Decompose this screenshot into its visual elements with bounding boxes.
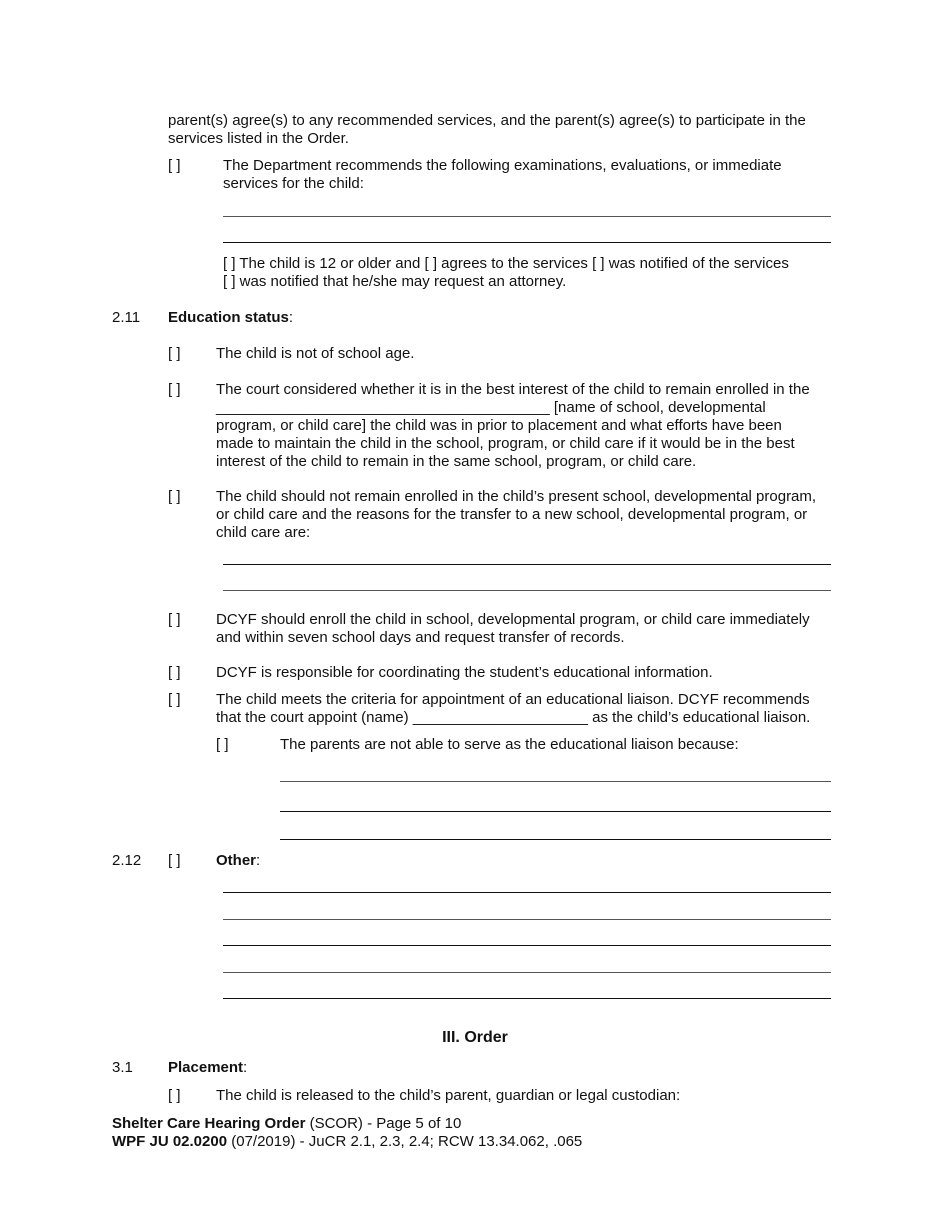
item-not-remain	[216, 488, 816, 542]
child-services-line-2: [ ] was notified that he/she may request an attorney.	[223, 273, 567, 290]
best-interest-line-4: made to maintain the child in the school, program, or child care if it would be in the best	[216, 435, 795, 452]
checkbox-best-interest[interactable]: [ ]	[168, 381, 181, 398]
placement-heading-text: Placement	[168, 1059, 244, 1076]
item-released: The child is released to the child’s parent, guardian or legal custodian:	[216, 1087, 681, 1104]
enroll-line-1: DCYF should enroll the child in school, developmental program, or child care immediately	[216, 611, 810, 628]
other-line-2[interactable]	[223, 919, 831, 920]
checkbox-not-remain[interactable]: [ ]	[168, 488, 181, 505]
education-heading-colon: :	[288, 309, 294, 326]
section-number-3-1: 3.1	[112, 1059, 133, 1076]
footer-form-name	[112, 1115, 582, 1133]
item-liaison	[216, 691, 810, 727]
liaison-line-1: The child meets the criteria for appointment of an educational liaison. DCYF recommends	[216, 691, 810, 708]
item-not-school-age: The child is not of school age.	[216, 345, 415, 362]
item-best-interest	[216, 381, 810, 471]
dept-text	[223, 157, 782, 193]
item-coordinating: DCYF is responsible for coordinating the student’s educational information.	[216, 664, 713, 681]
placement-heading-colon: :	[243, 1059, 248, 1076]
other-line-3[interactable]	[223, 945, 831, 946]
footer	[112, 1115, 582, 1151]
section-heading-placement	[168, 1059, 247, 1077]
best-interest-line-3: program, or child care] the child was in prior to placement and what efforts have been	[216, 417, 782, 434]
dept-line-2: services for the child:	[223, 175, 364, 192]
checkbox-liaison[interactable]: [ ]	[168, 691, 181, 708]
item-parents-unable: The parents are not able to serve as the educational liaison because:	[280, 736, 739, 753]
other-line-4[interactable]	[223, 972, 831, 973]
footer-citation: (07/2019) - JuCR 2.1, 2.3, 2.4; RCW 13.34.062, .065	[227, 1133, 583, 1150]
not-remain-line-1: The child should not remain enrolled in the child’s present school, developmental program,	[216, 488, 817, 505]
parents-reason-line-3[interactable]	[280, 839, 831, 840]
footer-form-id-line	[112, 1133, 582, 1151]
order-title: III. Order	[442, 1029, 508, 1046]
section-heading-education	[168, 309, 293, 327]
checkbox-coordinating[interactable]: [ ]	[168, 664, 181, 681]
section-number-2-11: 2.11	[112, 309, 141, 326]
section-heading-other	[216, 852, 260, 870]
footer-page-info: (SCOR) - Page 5 of 10	[305, 1115, 462, 1132]
not-remain-line-2: or child care and the reasons for the transfer to a new school, developmental program, or	[216, 506, 808, 523]
best-interest-line-5: interest of the child to remain in the same school, program, or child care.	[216, 453, 697, 470]
section-number-2-12: 2.12	[112, 852, 142, 869]
checkbox-dept[interactable]: [ ]	[168, 157, 181, 174]
intro-line-2: services listed in the Order.	[168, 130, 349, 147]
checkbox-other[interactable]: [ ]	[168, 852, 181, 869]
item-enroll	[216, 611, 810, 647]
transfer-reason-line-1[interactable]	[223, 564, 831, 565]
checkbox-parents-unable[interactable]: [ ]	[216, 736, 229, 753]
checkbox-released[interactable]: [ ]	[168, 1087, 181, 1104]
intro-line-1: parent(s) agree(s) to any recommended services, and the parent(s) agree(s) to participate in the	[168, 112, 806, 129]
other-line-5[interactable]	[223, 998, 831, 999]
other-heading-text: Other	[216, 852, 257, 869]
not-remain-line-3: child care are:	[216, 524, 311, 541]
dept-fill-line-2[interactable]	[223, 242, 831, 243]
parents-reason-line-1[interactable]	[280, 781, 831, 782]
checkbox-not-school-age[interactable]: [ ]	[168, 345, 181, 362]
best-interest-line-2: ________________________________________ [name of school, developmental	[216, 399, 766, 416]
child-services-line-1: [ ] The child is 12 or older and [ ] agrees to the services [ ] was notified of the services	[223, 255, 789, 272]
dept-line-1: The Department recommends the following examinations, evaluations, or immediate	[223, 157, 782, 174]
dept-fill-line-1[interactable]	[223, 216, 831, 217]
liaison-line-2: that the court appoint (name) _____________________ as the child’s educational liaison.	[216, 709, 811, 726]
child-services-text	[223, 255, 789, 291]
parents-reason-line-2[interactable]	[280, 811, 831, 812]
intro-text	[168, 112, 806, 148]
footer-form-title: Shelter Care Hearing Order	[112, 1115, 306, 1132]
education-heading-text: Education status	[168, 309, 289, 326]
checkbox-enroll[interactable]: [ ]	[168, 611, 181, 628]
other-heading-colon: :	[256, 852, 261, 869]
best-interest-line-1: The court considered whether it is in the best interest of the child to remain enrolled in the	[216, 381, 810, 398]
enroll-line-2: and within seven school days and request transfer of records.	[216, 629, 625, 646]
other-line-1[interactable]	[223, 892, 831, 893]
footer-form-id: WPF JU 02.0200	[112, 1133, 228, 1150]
transfer-reason-line-2[interactable]	[223, 590, 831, 591]
